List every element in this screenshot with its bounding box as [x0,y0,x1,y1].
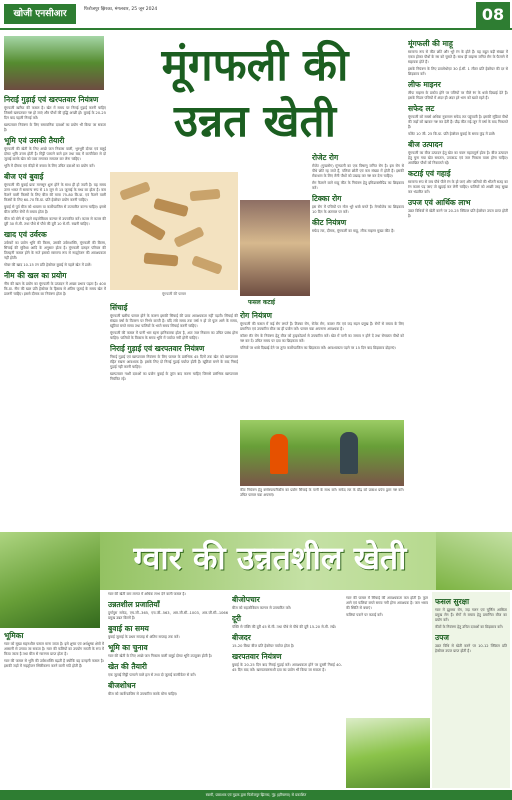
section-heading: बुवाई का समय [108,624,149,633]
section-heading: उपज [435,633,449,642]
guar-mid-column: बीजोपचार बीज को राइजोबियम कल्चर से उपचारित करें। दूरी पंक्ति से पंक्ति की दूरी 45 से.मी. तथा पौधे से पौधे की दूरी 15-20 से.मी. रखें। बीजदर 15-20 किग्रा बीज प्रति हेक्टेयर पर्याप्त होता है। खरपतवार नियंत्रण बुवाई के 20-25 दिन बाद निराई गुड़ाई करें। आवश्यकता होने पर दूसरी निराई 40-45 दिन बाद करें। खरपतवारनाशी दवा का प्रयोग भी किया जा सकता है। [232,595,342,672]
peanut-harvest-photo [110,172,238,290]
left-column: निराई गुड़ाई एवं खरपतवार नियंत्रण मूंगफली खरीफ की फसल है। खेत में समय पर निराई गुड़ाई करनी चाहिए जिससे खरपतवार नष्ट हो जाएं और पौधों की वृद्धि अच्छी हो। बुवाई के 20-25 दिन बाद पहली निराई करें। खरपतवार नियंत्रण के लिए रासायनिक दवाओं का प्रयोग भी किया जा सकता है। भूमि एवं उसकी तैयारी मूंगफली की खेती के लिए अच्छे जल निकास वाली, भुरभुरी दोमट एवं बलुई दोमट भूमि उत्तम होती है। मिट्टी पलटने वाले हल तथा बाद में कल्टीवेटर से दो जुताई करके खेत को पाटा लगाकर समतल कर लेना चाहिए। भूमि में दीमक एवं कीड़ों से बचाव के लिए उचित दवाओं का प्रयोग करें। बीज एवं बुवाई मूंगफली की बुवाई प्रायः मानसून शुरू होने के साथ ही हो जाती है। यह समय उत्तर भारत में सामान्य रूप से 15 जून से 15 जुलाई के मध्य का होता है। कम फैलने वाली किस्मों के लिए बीज की मात्रा 75-80 कि.ग्रा. एवं फैलने वाली किस्मों के लिए 60-70 कि.ग्रा. प्रति हेक्टेयर प्रयोग करनी चाहिए। बुवाई से पूर्व बीज को थायरम या कार्बेन्डाजिम से उपचारित करना चाहिए। इससे बीज जनित रोगों से बचाव होता है। बीज को बोने से पहले राइजोबियम कल्चर से उपचारित करें। कतार से कतार की दूरी 30 से.मी. तथा पौधे से पौधे की दूरी 10 से.मी. रखनी चाहिए। खाद एवं उर्वरक उर्वरकों का प्रयोग भूमि की किस्म, उसकी उर्वराशक्ति, मूंगफली की किस्म, सिंचाई की सुविधा आदि के अनुसार होता है। मूंगफली दलहन परिवार की तिलहनी फसल होने के नाते इसको सामान्य रूप से नाइट्रोजन की आवश्यकता नहीं होती। गोबर की खाद 10-15 टन प्रति हेक्टेयर बुवाई से पहले खेत में डालें। नीम की खल का प्रयोग नीम की खल के प्रयोग का मूंगफली के उत्पादन में अच्छा प्रभाव पड़ता है। 400 कि.ग्रा. नीम की खल प्रति हेक्टेयर के हिसाब से अंतिम जुताई के समय खेत में डालनी चाहिए। इससे दीमक का नियंत्रण होता है। [4,95,106,296]
guar-left-column: भूमिका ग्वार को सूखा सहनशील फसल माना जाता है। इसे शुष्क एवं अर्धशुष्क क्षेत्रों में आसानी से उगाया जा सकता है। ग्वार की फलियों का उपयोग सब्जी के रूप में किया जाता है तथा बीज से ग्वारगम प्राप्त होता है। ग्वार की फसल से भूमि की उर्वराशक्ति बढ़ती है क्योंकि यह दलहनी फसल है। इसकी जड़ों में नाइट्रोजन स्थिरीकरण करने वाली गांठें होती हैं। [4,631,104,668]
guar-right-text: ग्वार की फसल में सिंचाई की आवश्यकता कम होती है। फूल आने एवं फलियां बनते समय नमी होना आवश्यक है। जल भराव की स्थिति से बचाएं। फलियां पकने पर कटाई करें। [346,596,428,617]
section-heading: सफेद लट [408,104,435,113]
mid-column: रोजेट रोग रोजेट (गुच्छरोग) मूंगफली का एक विषाणु जनित रोग है। इस रोग से पौधे छोटे रह जाते हैं, पत्तियां छोटी एवं कम संख्या में होती हैं। इसकी रोकथाम के लिए रोगी पौधों को उखाड़ कर नष्ट कर देना चाहिए। रोग फैलाने वाले माहू कीट के नियंत्रण हेतु इमिडाक्लोप्रिड का छिड़काव करें। टिक्का रोग इस रोग में पत्तियों पर गोल भूरे धब्बे बनते हैं। मेन्कोजेब का छिड़काव 10 दिन के अंतराल पर करें। कीट नियंत्रण सफेद लट, दीमक, मूंगफली का माहू, लीफ माइनर मुख्य कीट हैं। [312,153,404,233]
crop-caption: फसल कटाई [248,299,275,306]
main-title [110,38,400,150]
section-heading: बीज एवं बुवाई [4,172,44,181]
farmers-photo [240,420,404,486]
page-number: 08 [476,2,510,28]
peanut-field-photo-left [4,36,104,90]
guar-protection-text: फसल सुरक्षा ग्वार में झुलसा रोग, जड़ गलन एवं चूर्णिल आसिता प्रमुख रोग हैं। रोगों से बचाव हेतु प्रमाणित बीज का प्रयोग करें। कीटों के नियंत्रण हेतु उचित दवाओं का छिड़काव करें। उपज उन्नत विधि से खेती करने पर 10-12 क्विंटल प्रति हेक्टेयर उपज प्राप्त होती है। [435,597,507,653]
section-heading: सिंचाई [110,303,128,312]
page-footer: स्वामी, प्रकाशक एवं मुद्रक द्वारा फिरोजपुर झिरका, नूंह (हरियाणा) से प्रकाशित [0,790,512,800]
crop-photo [240,200,310,296]
masthead-line: फिरोजपुर झिरका, मंगलवार, 25 जून 2024 [84,7,158,12]
section-heading: मूंगफली की माहू [408,39,453,48]
brand-logo: खोजी एनसीआर [4,4,76,24]
section-heading: खेत की तैयारी [108,662,147,671]
section-heading: बीजदर [232,633,251,642]
guar-plant-photo-right [436,532,512,590]
section-heading: निराई गुड़ाई एवं खरपतवार नियंत्रण [110,344,205,353]
section-heading: खाद एवं उर्वरक [4,230,47,239]
section-heading: भूमि एवं उसकी तैयारी [4,136,65,145]
section-heading: कटाई एवं गहाई [408,169,451,178]
section-heading: रोग नियंत्रण [240,311,272,320]
section-heading: बीज उत्पादन [408,140,443,149]
title-line-1: मूंगफली की [161,40,349,91]
guar-title: ग्वार की उन्नतशील खेती [133,539,407,577]
page-header [0,0,512,30]
photo-caption: मूंगफली की फसल [162,292,186,296]
center-column: सिंचाई मूंगफली खरीफ फसल होने के कारण इसकी सिंचाई की प्रायः आवश्यकता नहीं पड़ती। सिंचाई की संख्या वर्षा के वितरण पर निर्भर करती है। यदि लंबे समय तक वर्षा न हो तो फूल आने के समय, खूंटियां बनते समय तथा फलियों के भरते समय सिंचाई करनी चाहिए। मूंगफली की फसल में पानी भरा रहना हानिकारक होता है, अतः जल निकास का उचित प्रबंध होना चाहिए। फलियों के विकास के समय भूमि में पर्याप्त नमी होनी चाहिए। निराई गुड़ाई एवं खरपतवार नियंत्रण निराई गुड़ाई एवं खरपतवार नियंत्रण के लिए फसल के प्रारंभिक 45 दिनों तक खेत को खरपतवार रहित रखना आवश्यक है। इसके लिए दो निराई गुड़ाई पर्याप्त होती हैं। खूंटियां बनने के बाद निराई गुड़ाई नहीं करनी चाहिए। खरपतवार नाशी दवाओं का प्रयोग बुवाई के तुरंत बाद करना चाहिए जिससे प्रारंभिक खरपतवार नियंत्रित रहें। [110,303,238,381]
right-column: मूंगफली की माहू सामान्य रूप से कीट छोटे और भूरे रंग के होते हैं। यह बहुत बड़ी संख्या में एकत्र होकर पौधों के रस को चूसते हैं। साथ ही वाइरस जनित रोग के फैलाने में सहायक होते हैं। इसके नियंत्रण के लिए डायमेथोएट 30 ई.सी. 1 लीटर प्रति हेक्टेयर की दर से छिड़काव करें। लीफ माइनर लीफ माइनर के प्रकोप होने पर पत्तियों पर पीले रंग के धब्बे दिखाई देते हैं। इसके गिडार पत्तियों में अंदर ही अंदर हरे भाग को खाते रहते हैं। सफेद लट मूंगफली को सबसे अधिक नुकसान सफेद लट पहुंचाती है। इसकी सूंडियां पौधों की जड़ों को खाकर नष्ट कर देती हैं। प्रौढ़ कीट मई-जून में वर्षा के बाद निकलते हैं। फोरेट 10 जी. 25 कि.ग्रा. प्रति हेक्टेयर बुवाई के समय कूंड़ में डालें। बीज उत्पादन मूंगफली का बीज उत्पादन हेतु खेत का चयन महत्वपूर्ण होता है। बीज उत्पादन हेतु चुना गया खेत समतल, उपजाऊ एवं जल निकास वाला होना चाहिए। अवांछित पौधों को निकालते रहें। कटाई एवं गहाई सामान्य रूप से जब पौधे पीले रंग के हो जाएं और फलियों की भीतरी सतह का रंग काला पड़ जाए तो खुदाई कर लेनी चाहिए। फलियों को अच्छी तरह सुखा कर भंडारित करें। उपज एवं आर्थिक लाभ उन्नत विधियों से खेती करने पर 20-25 क्विंटल प्रति हेक्टेयर उपज प्राप्त होती है। [408,39,508,218]
section-heading: निराई गुड़ाई एवं खरपतवार नियंत्रण [4,95,99,104]
guar-protection-box [432,592,510,788]
guar-plant-photo-left [0,532,100,628]
guar-field-photo [346,718,430,788]
section-heading: भूमि का चुनाव [108,643,148,652]
section-heading: बीजशोधन [108,681,136,690]
section-heading: उन्नतशील प्रजातियाँ [108,600,160,609]
section-heading: भूमिका [4,631,24,640]
section-heading: बीजोपचार [232,595,260,604]
section-heading: खरपतवार नियंत्रण [232,652,282,661]
section-heading: लीफ माइनर [408,80,441,89]
section-heading: उपज एवं आर्थिक लाभ [408,198,471,207]
section-heading: दूरी [232,614,241,623]
section-heading: नीम की खल का प्रयोग [4,271,67,280]
guar-center-column: ग्वार की खेती कम लागत में अधिक लाभ देने वाली फसल है। उन्नतशील प्रजातियाँ दुर्गापुरा सफेद, एच.जी.-365, एच.जी.-563, आर.जी.सी.-1003, आर.जी.सी.-1066 प्रमुख उन्नत किस्में हैं। बुवाई का समय बुवाई जुलाई के प्रथम सप्ताह से अंतिम सप्ताह तक करें। भूमि का चुनाव ग्वार की खेती के लिए अच्छे जल निकास वाली बलुई दोमट भूमि उपयुक्त होती है। खेत की तैयारी एक जुताई मिट्टी पलटने वाले हल से तथा दो जुताई कल्टीवेटर से करें। बीजशोधन बीज को कार्बेन्डाजिम से उपचारित करके बोना चाहिए। [108,592,228,696]
section-heading: कीट नियंत्रण [312,218,347,227]
section-heading: फसल सुरक्षा [435,597,470,606]
disease-control-column: रोग नियंत्रण मूंगफली की फसल में कई रोग लगते हैं। टिक्का रोग, रोजेट रोग, कालर रॉट एवं जड़ सड़न प्रमुख हैं। रोगों से बचाव के लिए प्रमाणित एवं उपचारित बीज का ही प्रयोग करें। फसल चक्र अपनाना आवश्यक है। कॉलर रॉट रोग के नियंत्रण हेतु बीज को ट्राइकोडर्मा से उपचारित करें। खेत में पानी का जमाव न होने दें तथा रोगग्रस्त पौधों को नष्ट कर दें। उचित समय पर दवा का छिड़काव करें। पत्तियों पर धब्बे दिखाई देने पर तुरंत कार्बेन्डाजिम का छिड़काव करें। आवश्यकता पड़ने पर 15 दिन बाद छिड़काव दोहराएं। [240,311,404,350]
title-line-2: उन्नत खेती [173,96,337,147]
section-heading: रोजेट रोग [312,153,339,162]
insect-column: कीट नियंत्रण हेतु क्लोरपायरीफॉस का प्रयोग सिंचाई के पानी के साथ करें। सफेद लट के प्रौढ़ को प्रकाश प्रपंच द्वारा नष्ट करें। उचित फसल चक्र अपनाएं। [240,488,404,497]
section-heading: टिक्का रोग [312,194,342,203]
